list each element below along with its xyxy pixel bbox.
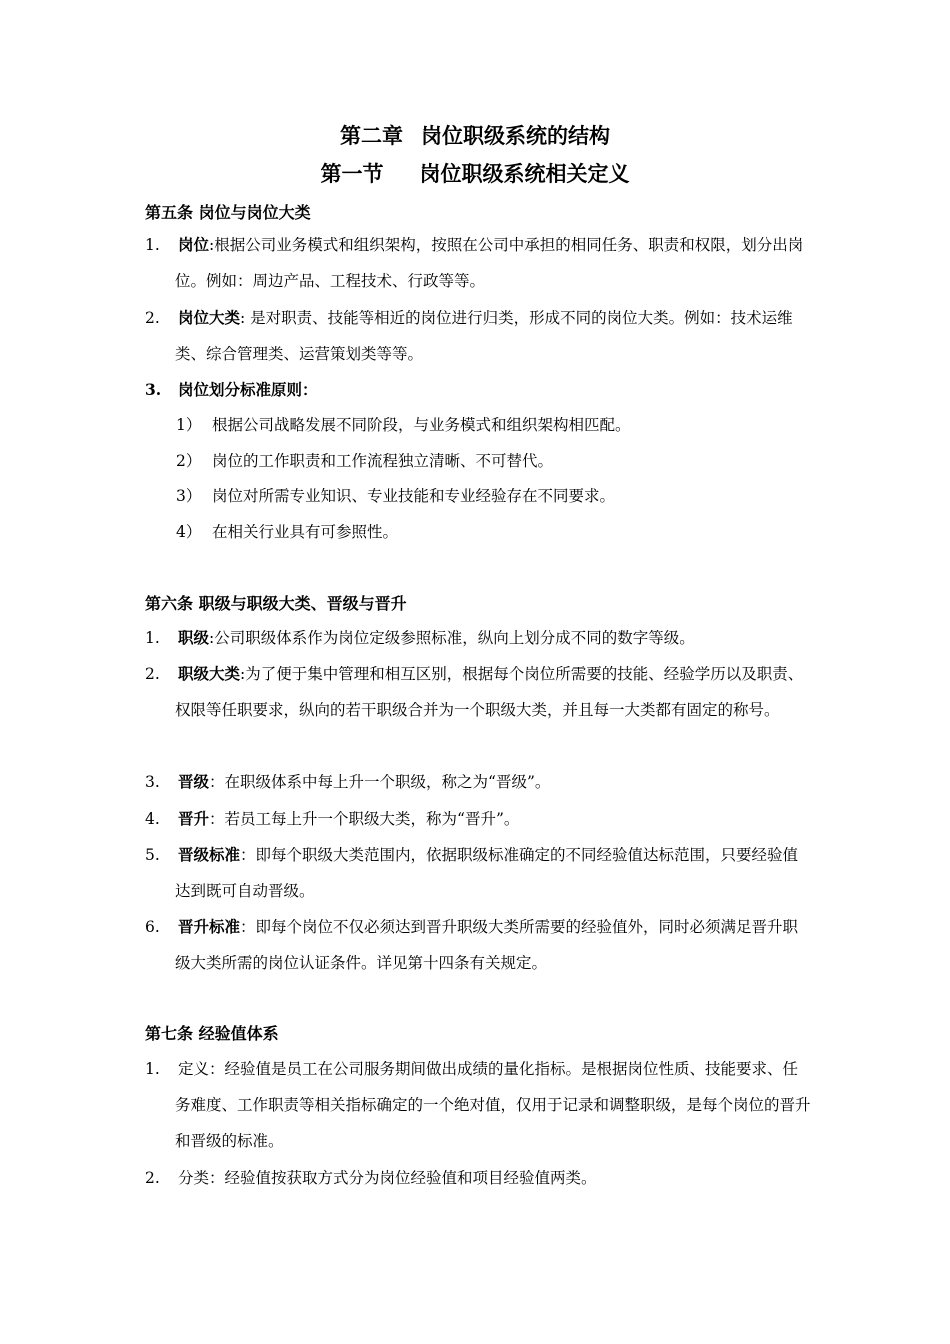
item-text: 为了便于集中管理和相互区别，根据每个岗位所需要的技能、经验学历以及职责、权限等任职要求，纵向的若干职级合并为一个职级大类，并且每一大类都有固定的称号。 — [175, 665, 804, 719]
item-term: 晋升标准 — [178, 918, 241, 936]
sub-item-text: 岗位的工作职责和工作流程独立清晰、不可替代。 — [212, 452, 554, 470]
sub-item — [176, 449, 553, 473]
item-term: 岗位大类 — [178, 309, 241, 327]
sub-item-text: 在相关行业具有可参照性。 — [212, 523, 399, 541]
list-item: 6. 晋升标准：即每个岗位不仅必须达到晋升职级大类所需要的经验值外，同时必须满足晋升职级大类所需的岗位认证条件。详见第十四条有关规定。 — [145, 909, 813, 981]
item-term: 晋升 — [178, 810, 210, 828]
list-item — [145, 1160, 813, 1196]
item-text: 经验值按获取方式分为岗位经验值和项目经验值两类。 — [224, 1169, 597, 1187]
item-text: 即每个岗位不仅必须达到晋升职级大类所需要的经验值外，同时必须满足晋升职级大类所需的岗位认证条件。详见第十四条有关规定。 — [175, 918, 799, 972]
item-number: 2. — [145, 665, 160, 683]
list-item: 1. 岗位:根据公司业务模式和组织架构，按照在公司中承担的相同任务、职责和权限，划分出岗位。例如：周边产品、工程技术、行政等等。 — [145, 227, 813, 299]
list-item: 3. 晋级：在职级体系中每上升一个职级，称之为“晋级”。 — [145, 764, 813, 800]
list-item: 1. 职级:公司职级体系作为岗位定级参照标准，纵向上划分成不同的数字等级。 — [145, 620, 813, 656]
list-item — [145, 372, 813, 408]
sub-item-text: 岗位对所需专业知识、专业技能和专业经验存在不同要求。 — [212, 487, 616, 505]
article-heading: 第六条 职级与职级大类、晋级与晋升 — [145, 594, 407, 613]
sub-item-number: 4） — [176, 523, 202, 541]
item-term: 岗位 — [178, 236, 210, 254]
section-number: 第一节 — [320, 162, 384, 186]
chapter-name: 岗位职级系统的结构 — [421, 124, 610, 148]
item-number: 1. — [145, 236, 160, 254]
item-number: 4. — [145, 810, 160, 828]
list-item: 4. 晋升：若员工每上升一个职级大类，称为“晋升”。 — [145, 801, 813, 837]
item-number: 1. — [145, 629, 160, 647]
item-term: 职级大类 — [178, 665, 241, 683]
sub-item-number: 3） — [176, 487, 202, 505]
sub-item — [176, 520, 398, 544]
item-number: 5. — [145, 846, 160, 864]
item-term: 晋级 — [178, 773, 210, 791]
item-text: 公司职级体系作为岗位定级参照标准，纵向上划分成不同的数字等级。 — [214, 629, 695, 647]
sub-item — [176, 413, 631, 437]
item-number: 2. — [145, 309, 160, 327]
item-text: 若员工每上升一个职级大类，称为“晋升”。 — [224, 810, 520, 828]
list-item: 2. 职级大类:为了便于集中管理和相互区别，根据每个岗位所需要的技能、经验学历以及职责、权限等任职要求，纵向的若干职级合并为一个职级大类，并且每一大类都有固定的称号。 — [145, 656, 813, 728]
item-text: 即每个职级大类范围内，依据职级标准确定的不同经验值达标范围，只要经验值达到既可自动晋级。 — [175, 846, 799, 900]
sub-item — [176, 484, 615, 508]
chapter-number: 第二章 — [340, 124, 403, 148]
item-term: 岗位划分标准原则： — [178, 381, 318, 399]
item-text: 在职级体系中每上升一个职级，称之为“晋级”。 — [224, 773, 551, 791]
section-title — [0, 159, 950, 189]
item-term: 职级 — [178, 629, 210, 647]
chapter-title — [0, 121, 950, 151]
item-term: 晋级标准 — [178, 846, 241, 864]
item-text: 根据公司业务模式和组织架构，按照在公司中承担的相同任务、职责和权限，划分出岗位。例如：周边产品、工程技术、行政等等。 — [175, 236, 804, 290]
sub-item-number: 2） — [176, 452, 202, 470]
article-heading: 第七条 经验值体系 — [145, 1024, 279, 1043]
item-text: 经验值是员工在公司服务期间做出成绩的量化指标。是根据岗位性质、技能要求、任务难度、工作职责等相关指标确定的一个绝对值，仅用于记录和调整职级，是每个岗位的晋升和晋级的标准。 — [175, 1060, 811, 1150]
section-name: 岗位职级系统相关定义 — [419, 162, 630, 186]
item-number: 1. — [145, 1060, 160, 1078]
list-item: 2. 岗位大类: 是对职责、技能等相近的岗位进行归类，形成不同的岗位大类。例如：技术运维类、综合管理类、运营策划类等等。 — [145, 300, 813, 372]
sub-item-number: 1） — [176, 416, 202, 434]
item-number: 3. — [145, 380, 162, 399]
item-text: 是对职责、技能等相近的岗位进行归类，形成不同的岗位大类。例如：技术运维类、综合管理类、运营策划类等等。 — [175, 309, 793, 363]
article-heading: 第五条 岗位与岗位大类 — [145, 203, 311, 222]
item-number: 6. — [145, 918, 160, 936]
item-label: 定义： — [178, 1060, 225, 1078]
list-item — [145, 1051, 813, 1159]
item-number: 2. — [145, 1169, 160, 1187]
item-number: 3. — [145, 773, 160, 791]
list-item: 5. 晋级标准：即每个职级大类范围内，依据职级标准确定的不同经验值达标范围，只要经验值达到既可自动晋级。 — [145, 837, 813, 909]
sub-item-text: 根据公司战略发展不同阶段，与业务模式和组织架构相匹配。 — [212, 416, 631, 434]
item-label: 分类： — [178, 1169, 225, 1187]
